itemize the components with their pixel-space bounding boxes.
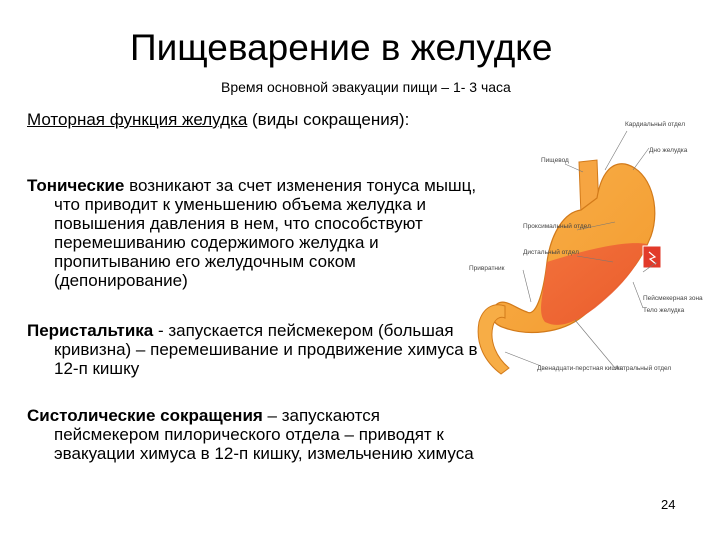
peristalsis-term: Перистальтика — [27, 321, 154, 340]
label-pylorus: Привратник — [469, 265, 505, 272]
slide-subtitle: Время основной эвакуации пищи – 1- 3 часа — [221, 79, 511, 95]
motor-function-heading: Моторная функция желудка — [27, 110, 248, 129]
tonic-contractions-paragraph — [27, 176, 489, 290]
tonic-term: Тонические — [27, 176, 125, 195]
label-fundus: Дно желудка — [649, 147, 688, 154]
label-body: Тело желудка — [643, 307, 685, 314]
label-pacemaker: Пейсмекерная зона — [643, 295, 703, 302]
tonic-text: возникают за счет изменения тонуса мышц, что приводит к уменьшению объема желудка и повышения давления в нем, что способствуют перемешиванию содержимого желудка и пропитыванию его желудочным соком (депонирование) — [54, 176, 477, 290]
label-esophagus: Пищевод — [541, 157, 569, 164]
motor-function-rest: (виды сокращения): — [247, 110, 410, 129]
label-proximal: Проксимальный отдел — [523, 223, 591, 230]
motor-function-paragraph — [27, 110, 484, 129]
systolic-contractions-paragraph — [27, 406, 484, 463]
pacemaker-zone — [643, 246, 661, 268]
peristalsis-text: - запускается пейсмекером (большая кривизна) – перемешивание и продвижение химуса в 12-п кишку — [54, 321, 478, 378]
systolic-term: Систолические сокращения — [27, 406, 263, 425]
label-antrum: Антральный отдел — [615, 365, 672, 372]
page-number: 24 — [661, 497, 676, 512]
peristalsis-paragraph — [27, 321, 484, 378]
systolic-text: – запускаются пейсмекером пилорического отдела – приводят к эвакуации химуса в 12-п кишку, измельчению химуса — [54, 406, 474, 463]
duodenum-shape — [478, 305, 509, 374]
slide-title: Пищеварение в желудке — [130, 27, 553, 68]
label-distal: Дистальный отдел — [523, 249, 579, 256]
label-duodenum: Двенадцати-перстная кишка — [537, 365, 624, 372]
label-cardia: Кардиальный отдел — [625, 121, 686, 128]
stomach-illustration — [465, 112, 715, 392]
